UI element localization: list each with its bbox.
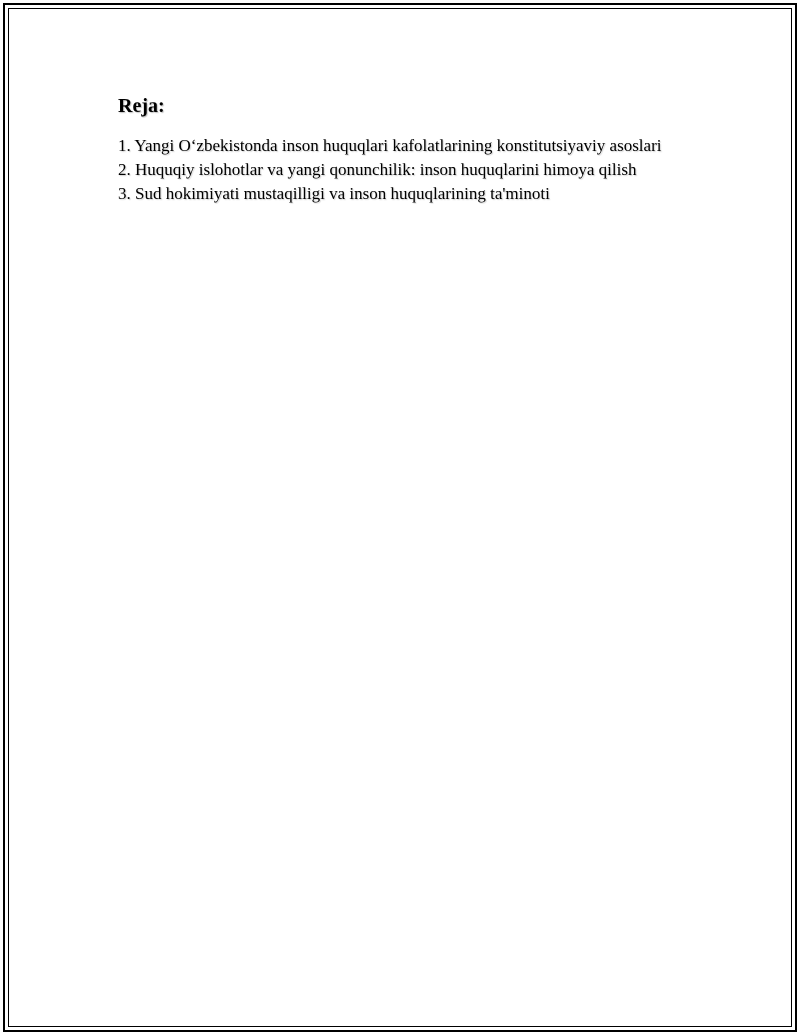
plan-heading: Reja: <box>118 95 165 117</box>
plan-item-2: 2. Huquqiy islohotlar va yangi qonunchilik: inson huquqlarini himoya qilish <box>118 160 637 179</box>
document-content <box>118 94 698 206</box>
plan-list <box>118 134 698 206</box>
plan-item-3: 3. Sud hokimiyati mustaqilligi va inson huquqlarining ta'minoti <box>118 184 550 203</box>
plan-item-1: 1. Yangi O‘zbekistonda inson huquqlari kafolatlarining konstitutsiyaviy asoslari <box>118 136 662 155</box>
